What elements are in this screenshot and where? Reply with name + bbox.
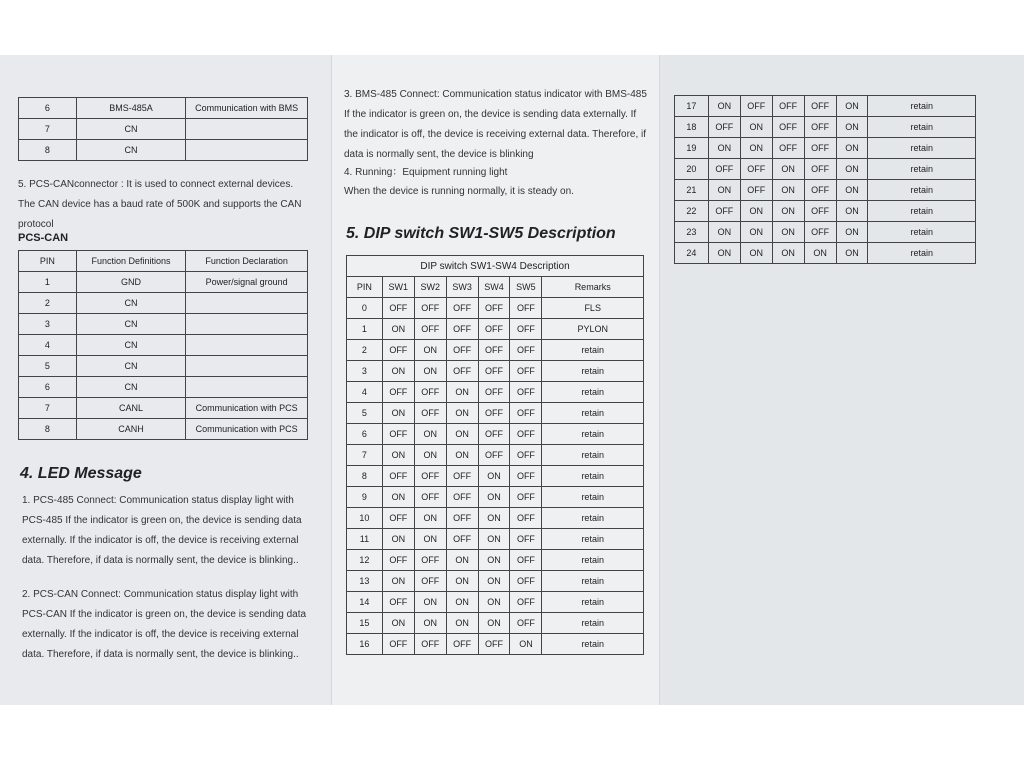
- table-cell: OFF: [446, 508, 478, 529]
- table-cell: [186, 335, 308, 356]
- table-row: [347, 508, 644, 529]
- table-cell: retain: [868, 117, 976, 138]
- table-cell: OFF: [772, 138, 804, 159]
- table-cell: ON: [446, 424, 478, 445]
- table-cell: Communication with BMS: [186, 98, 308, 119]
- table-cell: 20: [675, 159, 709, 180]
- table-cell: ON: [772, 222, 804, 243]
- table-cell: ON: [382, 613, 414, 634]
- table-cell: OFF: [382, 634, 414, 655]
- table-cell: retain: [868, 222, 976, 243]
- column-header: Function Definitions: [76, 251, 186, 272]
- table-cell: CANL: [76, 398, 186, 419]
- table-cell: retain: [542, 445, 644, 466]
- table-row: [675, 222, 976, 243]
- table-cell: Communication with PCS: [186, 419, 308, 440]
- table-cell: ON: [836, 96, 868, 117]
- table-cell: OFF: [510, 340, 542, 361]
- table-cell: OFF: [382, 382, 414, 403]
- table-cell: ON: [772, 180, 804, 201]
- table-row: [675, 159, 976, 180]
- table-cell: ON: [382, 403, 414, 424]
- table-cell: ON: [478, 592, 510, 613]
- table-cell: ON: [382, 361, 414, 382]
- table-cell: PYLON: [542, 319, 644, 340]
- table-cell: OFF: [382, 592, 414, 613]
- table-cell: OFF: [382, 466, 414, 487]
- table-row: [19, 419, 308, 440]
- table-cell: ON: [382, 445, 414, 466]
- table-cell: 0: [347, 298, 383, 319]
- middle-panel: [332, 55, 660, 705]
- table-cell: OFF: [446, 487, 478, 508]
- table-cell: 1: [19, 272, 77, 293]
- table-cell: ON: [414, 613, 446, 634]
- table-cell: ON: [836, 159, 868, 180]
- table-row: [347, 571, 644, 592]
- table-cell: ON: [382, 571, 414, 592]
- table-cell: OFF: [446, 466, 478, 487]
- table-cell: ON: [446, 382, 478, 403]
- table-cell: OFF: [414, 319, 446, 340]
- table-cell: OFF: [708, 159, 740, 180]
- table-row: [347, 403, 644, 424]
- pcs-can-pin-table: [18, 250, 308, 440]
- table-row: [675, 117, 976, 138]
- table-cell: OFF: [510, 361, 542, 382]
- running-line-2: When the device is running normally, it is steady on.: [344, 186, 574, 197]
- table-cell: ON: [772, 201, 804, 222]
- table-row: [347, 319, 644, 340]
- table-cell: retain: [542, 466, 644, 487]
- table-cell: BMS-485A: [76, 98, 186, 119]
- table-cell: OFF: [478, 424, 510, 445]
- table-cell: retain: [542, 361, 644, 382]
- table-cell: CN: [76, 335, 186, 356]
- table-cell: 16: [347, 634, 383, 655]
- pcs-can-label: PCS-CAN: [18, 232, 69, 244]
- table-cell: ON: [414, 340, 446, 361]
- table-cell: OFF: [510, 613, 542, 634]
- table-cell: 8: [19, 140, 77, 161]
- dip-switch-table: [346, 255, 644, 655]
- table-cell: OFF: [510, 466, 542, 487]
- table-cell: retain: [542, 550, 644, 571]
- table-cell: CANH: [76, 419, 186, 440]
- table-row: [347, 529, 644, 550]
- led-item-1: 1. PCS-485 Connect: Communication status display light with PCS-485 If the indicator is green on, the device is sending data externally. If the indicator is off, the device is receiving external data. Therefore, if data is normally sent, the device is blinking..: [22, 495, 302, 566]
- table-cell: retain: [542, 487, 644, 508]
- table-cell: CN: [76, 119, 186, 140]
- table-cell: [186, 140, 308, 161]
- table-cell: OFF: [414, 403, 446, 424]
- table-cell: 6: [19, 377, 77, 398]
- table-cell: OFF: [478, 319, 510, 340]
- table-cell: retain: [542, 613, 644, 634]
- table-cell: 3: [347, 361, 383, 382]
- table-cell: ON: [740, 222, 772, 243]
- table-cell: ON: [446, 571, 478, 592]
- table-cell: OFF: [478, 340, 510, 361]
- table-cell: ON: [478, 571, 510, 592]
- table-cell: ON: [836, 201, 868, 222]
- table-cell: ON: [772, 243, 804, 264]
- table-cell: [186, 356, 308, 377]
- table-cell: retain: [542, 382, 644, 403]
- table-cell: OFF: [510, 487, 542, 508]
- table-cell: 4: [347, 382, 383, 403]
- table-cell: OFF: [510, 319, 542, 340]
- table-cell: CN: [76, 314, 186, 335]
- table-cell: 5: [347, 403, 383, 424]
- table-row: [347, 298, 644, 319]
- table-cell: ON: [446, 445, 478, 466]
- table-cell: ON: [478, 613, 510, 634]
- table-cell: ON: [446, 613, 478, 634]
- table-cell: OFF: [478, 298, 510, 319]
- table-cell: ON: [836, 243, 868, 264]
- table-row: [675, 138, 976, 159]
- table-cell: ON: [740, 201, 772, 222]
- table-cell: OFF: [510, 592, 542, 613]
- table-cell: ON: [382, 529, 414, 550]
- table-cell: ON: [740, 243, 772, 264]
- table-cell: 14: [347, 592, 383, 613]
- dip-table-title: DIP switch SW1-SW4 Description: [347, 256, 644, 277]
- table-row: [19, 293, 308, 314]
- table-cell: 12: [347, 550, 383, 571]
- table-cell: ON: [708, 222, 740, 243]
- table-cell: 8: [347, 466, 383, 487]
- table-cell: CN: [76, 377, 186, 398]
- table-cell: 5: [19, 356, 77, 377]
- table-cell: OFF: [804, 180, 836, 201]
- table-row: [19, 335, 308, 356]
- table-cell: ON: [478, 466, 510, 487]
- table-cell: OFF: [414, 487, 446, 508]
- table-cell: OFF: [708, 201, 740, 222]
- table-cell: Communication with PCS: [186, 398, 308, 419]
- table-row: [347, 340, 644, 361]
- table-cell: 6: [19, 98, 77, 119]
- left-panel: [0, 55, 332, 705]
- table-cell: OFF: [772, 96, 804, 117]
- table-cell: ON: [836, 117, 868, 138]
- table-cell: CN: [76, 293, 186, 314]
- table-row: [19, 98, 308, 119]
- table-cell: OFF: [446, 298, 478, 319]
- table-cell: ON: [740, 138, 772, 159]
- table-cell: ON: [414, 529, 446, 550]
- column-header: SW4: [478, 277, 510, 298]
- table-cell: CN: [76, 356, 186, 377]
- table-row: [347, 466, 644, 487]
- column-header: PIN: [347, 277, 383, 298]
- bms-485-paragraph: 3. BMS-485 Connect: Communication status indicator with BMS-485 If the indicator is green on, the device is sending data externally. If the indicator is off, the device is receiving external data. Therefore, if data is normally sent, the device is blinking: [344, 89, 647, 160]
- table-cell: retain: [542, 508, 644, 529]
- table-cell: 9: [347, 487, 383, 508]
- table-cell: ON: [414, 424, 446, 445]
- table-cell: ON: [478, 529, 510, 550]
- bms-pin-table: [18, 97, 308, 161]
- table-cell: ON: [772, 159, 804, 180]
- leaflet-sheet: [0, 55, 1024, 705]
- table-cell: Power/signal ground: [186, 272, 308, 293]
- table-row: [675, 96, 976, 117]
- table-row: [347, 382, 644, 403]
- table-cell: GND: [76, 272, 186, 293]
- table-row: [675, 201, 976, 222]
- table-cell: retain: [542, 403, 644, 424]
- table-cell: retain: [868, 96, 976, 117]
- table-cell: 18: [675, 117, 709, 138]
- table-cell: ON: [478, 550, 510, 571]
- table-cell: retain: [542, 571, 644, 592]
- table-row: [19, 377, 308, 398]
- table-cell: OFF: [414, 382, 446, 403]
- running-line-1: 4. Running：Equipment running light: [344, 167, 508, 178]
- table-cell: 7: [347, 445, 383, 466]
- table-cell: ON: [478, 487, 510, 508]
- table-cell: OFF: [804, 159, 836, 180]
- table-cell: OFF: [478, 634, 510, 655]
- dip-switch-table-continued: [674, 95, 976, 264]
- table-cell: ON: [836, 222, 868, 243]
- table-cell: ON: [478, 508, 510, 529]
- table-row: [675, 243, 976, 264]
- table-cell: CN: [76, 140, 186, 161]
- table-cell: OFF: [382, 508, 414, 529]
- column-header: SW5: [510, 277, 542, 298]
- table-cell: FLS: [542, 298, 644, 319]
- table-cell: ON: [382, 319, 414, 340]
- table-cell: OFF: [510, 298, 542, 319]
- table-cell: OFF: [804, 201, 836, 222]
- column-header: SW2: [414, 277, 446, 298]
- table-cell: OFF: [414, 571, 446, 592]
- column-header: SW3: [446, 277, 478, 298]
- table-row: [675, 180, 976, 201]
- table-cell: retain: [542, 340, 644, 361]
- table-cell: retain: [542, 634, 644, 655]
- table-cell: OFF: [382, 424, 414, 445]
- table-cell: retain: [542, 424, 644, 445]
- table-cell: ON: [804, 243, 836, 264]
- table-row: [347, 592, 644, 613]
- table-cell: OFF: [740, 96, 772, 117]
- column-header: PIN: [19, 251, 77, 272]
- table-header-row: [19, 251, 308, 272]
- table-cell: ON: [382, 487, 414, 508]
- table-cell: OFF: [382, 298, 414, 319]
- table-cell: OFF: [740, 180, 772, 201]
- table-cell: 22: [675, 201, 709, 222]
- table-cell: ON: [414, 445, 446, 466]
- table-cell: [186, 377, 308, 398]
- table-cell: [186, 119, 308, 140]
- table-cell: OFF: [478, 445, 510, 466]
- table-cell: retain: [542, 529, 644, 550]
- column-header: Remarks: [542, 277, 644, 298]
- table-cell: 17: [675, 96, 709, 117]
- table-cell: [186, 314, 308, 335]
- table-cell: retain: [868, 180, 976, 201]
- table-cell: retain: [868, 138, 976, 159]
- table-cell: ON: [708, 96, 740, 117]
- table-cell: 24: [675, 243, 709, 264]
- table-cell: OFF: [510, 403, 542, 424]
- table-cell: OFF: [804, 96, 836, 117]
- table-cell: OFF: [510, 550, 542, 571]
- table-cell: 21: [675, 180, 709, 201]
- table-cell: retain: [542, 592, 644, 613]
- table-cell: ON: [510, 634, 542, 655]
- table-cell: retain: [868, 159, 976, 180]
- table-cell: OFF: [446, 319, 478, 340]
- table-cell: 6: [347, 424, 383, 445]
- table-cell: OFF: [478, 403, 510, 424]
- table-row: [19, 272, 308, 293]
- table-cell: 2: [19, 293, 77, 314]
- column-header: Function Declaration: [186, 251, 308, 272]
- table-cell: OFF: [446, 340, 478, 361]
- table-cell: ON: [446, 592, 478, 613]
- table-cell: ON: [708, 138, 740, 159]
- table-cell: ON: [708, 180, 740, 201]
- table-cell: OFF: [510, 508, 542, 529]
- table-cell: OFF: [414, 466, 446, 487]
- table-row: [347, 550, 644, 571]
- column-header: SW1: [382, 277, 414, 298]
- table-cell: ON: [446, 550, 478, 571]
- table-cell: OFF: [478, 382, 510, 403]
- table-row: [19, 356, 308, 377]
- table-cell: ON: [414, 361, 446, 382]
- table-cell: 11: [347, 529, 383, 550]
- table-cell: 7: [19, 398, 77, 419]
- table-cell: 2: [347, 340, 383, 361]
- table-row: [347, 361, 644, 382]
- table-cell: 7: [19, 119, 77, 140]
- table-cell: OFF: [382, 550, 414, 571]
- table-cell: OFF: [772, 117, 804, 138]
- table-cell: 4: [19, 335, 77, 356]
- table-cell: OFF: [740, 159, 772, 180]
- table-cell: 23: [675, 222, 709, 243]
- table-cell: OFF: [446, 634, 478, 655]
- table-cell: ON: [836, 180, 868, 201]
- table-cell: 10: [347, 508, 383, 529]
- table-cell: 1: [347, 319, 383, 340]
- table-cell: OFF: [478, 361, 510, 382]
- table-cell: OFF: [804, 138, 836, 159]
- table-cell: 8: [19, 419, 77, 440]
- table-cell: [186, 293, 308, 314]
- table-cell: OFF: [446, 361, 478, 382]
- table-cell: OFF: [804, 117, 836, 138]
- table-cell: OFF: [510, 529, 542, 550]
- table-cell: OFF: [446, 529, 478, 550]
- table-cell: 3: [19, 314, 77, 335]
- table-cell: OFF: [414, 550, 446, 571]
- led-message-heading: 4. LED Message: [20, 465, 142, 482]
- table-cell: OFF: [414, 298, 446, 319]
- table-header-row: [347, 277, 644, 298]
- table-row: [347, 634, 644, 655]
- table-row: [347, 487, 644, 508]
- table-cell: OFF: [382, 340, 414, 361]
- led-item-2: 2. PCS-CAN Connect: Communication status display light with PCS-CAN If the indicator is green on, the device is sending data externally. If the indicator is off, the device is receiving external data. Therefore, if data is normally sent, the device is blinking..: [22, 589, 307, 660]
- table-cell: ON: [708, 243, 740, 264]
- table-row: [347, 424, 644, 445]
- table-cell: OFF: [510, 382, 542, 403]
- table-cell: retain: [868, 243, 976, 264]
- table-cell: ON: [414, 508, 446, 529]
- table-row: [19, 314, 308, 335]
- table-cell: OFF: [804, 222, 836, 243]
- right-panel: [660, 55, 1024, 705]
- table-cell: 15: [347, 613, 383, 634]
- table-cell: ON: [446, 403, 478, 424]
- table-row: [347, 445, 644, 466]
- table-cell: retain: [868, 201, 976, 222]
- table-cell: OFF: [414, 634, 446, 655]
- pcs-can-paragraph: 5. PCS-CANconnector : It is used to connect external devices. The CAN device has a baud rate of 500K and supports the CAN protocol: [18, 179, 302, 230]
- table-row: [19, 119, 308, 140]
- table-cell: OFF: [708, 117, 740, 138]
- table-cell: ON: [740, 117, 772, 138]
- table-row: [19, 398, 308, 419]
- table-row: [347, 613, 644, 634]
- table-cell: 19: [675, 138, 709, 159]
- table-cell: OFF: [510, 424, 542, 445]
- table-row: [19, 140, 308, 161]
- table-cell: 13: [347, 571, 383, 592]
- table-cell: OFF: [510, 571, 542, 592]
- table-cell: ON: [414, 592, 446, 613]
- table-cell: OFF: [510, 445, 542, 466]
- dip-switch-heading: 5. DIP switch SW1-SW5 Description: [346, 225, 616, 242]
- table-cell: ON: [836, 138, 868, 159]
